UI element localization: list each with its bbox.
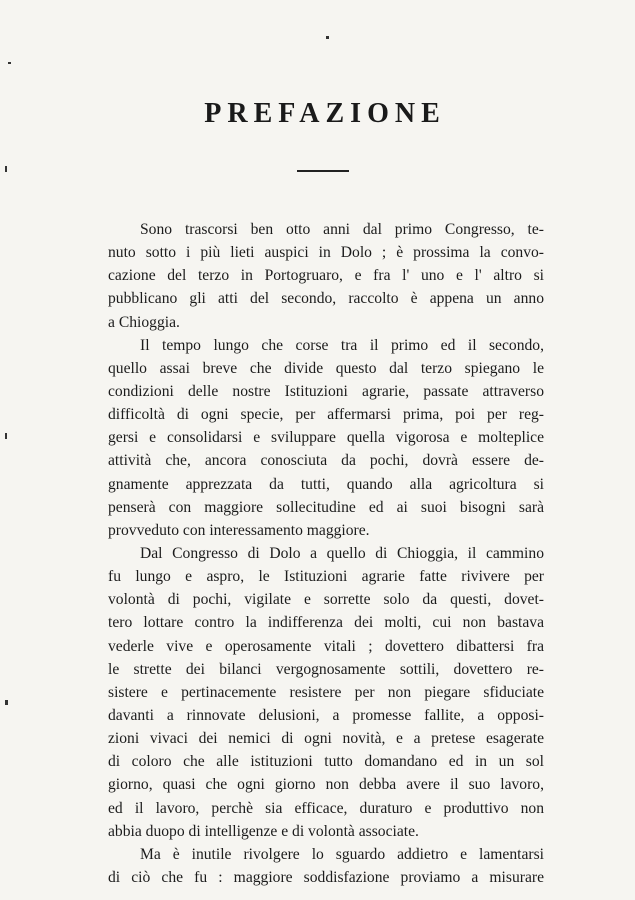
- scan-speck: [326, 36, 329, 39]
- preface-text: [108, 218, 544, 889]
- text-line: abbia duopo di intelligenze e di volontà associate.: [108, 822, 419, 840]
- scan-speck: [5, 166, 7, 172]
- text-line: a Chioggia.: [108, 313, 180, 331]
- scan-speck: [5, 433, 7, 439]
- text-line: penserà con maggiore sollecitudine ed ai suoi bisogni sarà: [108, 498, 544, 516]
- text-line: ed il lavoro, perchè sia efficace, duraturo e produttivo non: [108, 799, 544, 817]
- text-line: zioni vivaci dei nemici di ogni novità, e a pretese esagerate: [108, 730, 544, 748]
- text-line: tero lottare contro la indifferenza dei molti, cui non bastava: [108, 614, 544, 632]
- text-line: Il tempo lungo che corse tra il primo ed il secondo,: [140, 336, 544, 354]
- text-line: Sono trascorsi ben otto anni dal primo Congresso, te-: [140, 221, 544, 238]
- text-line: Dal Congresso di Dolo a quello di Chioggia, il cammino: [140, 544, 544, 562]
- text-line: difficoltà di ogni specie, per affermarsi prima, poi per reg-: [108, 406, 544, 424]
- text-line: attività che, ancora conosciuta da pochi, dovrà essere de-: [108, 452, 544, 470]
- scan-speck: [8, 62, 11, 64]
- text-line: quello assai breve che divide questo dal terzo spiegano le: [108, 359, 544, 377]
- text-line: gnamente apprezzata da tutti, quando alla agricoltura si: [108, 475, 544, 493]
- text-line: vederle vive e operosamente vitali ; dovettero dibattersi fra: [108, 637, 544, 655]
- text-line: condizioni delle nostre Istituzioni agrarie, passate attraverso: [108, 382, 544, 400]
- text-line: volontà di pochi, vigilate e sorrette solo da questi, dovet-: [108, 591, 544, 609]
- text-line: cazione del terzo in Portogruaro, e fra l' uno e l' altro si: [108, 267, 544, 285]
- text-line: le strette dei bilanci vergognosamente sottili, dovettero re-: [108, 660, 544, 678]
- text-line: fu lungo e aspro, le Istituzioni agrarie fatte rivivere per: [108, 568, 544, 586]
- text-line: di ciò che fu : maggiore soddisfazione proviamo a misurare: [108, 868, 544, 886]
- text-line: sistere e pertinacemente resistere per non piegare sfiduciate: [108, 683, 544, 701]
- text-line: nuto sotto i più lieti auspici in Dolo ; è prossima la convo-: [108, 244, 544, 262]
- scan-speck: [5, 700, 8, 705]
- text-line: provveduto con interessamento maggiore.: [108, 521, 370, 539]
- text-line: pubblicano gli atti del secondo, raccolto è appena un anno: [108, 290, 544, 308]
- page-title: PREFAZIONE: [204, 98, 446, 129]
- text-line: gersi e consolidarsi e sviluppare quella vigorosa e molteplice: [108, 429, 544, 447]
- text-line: di coloro che alle istituzioni tutto domandano ed in un sol: [108, 753, 544, 771]
- text-line: giorno, quasi che ogni giorno non debba avere il suo lavoro,: [108, 776, 544, 794]
- title-rule: [297, 170, 349, 172]
- text-line: Ma è inutile rivolgere lo sguardo addietro e lamentarsi: [140, 845, 544, 863]
- text-line: davanti a rinnovate delusioni, a promesse fallite, a opposi-: [108, 706, 544, 724]
